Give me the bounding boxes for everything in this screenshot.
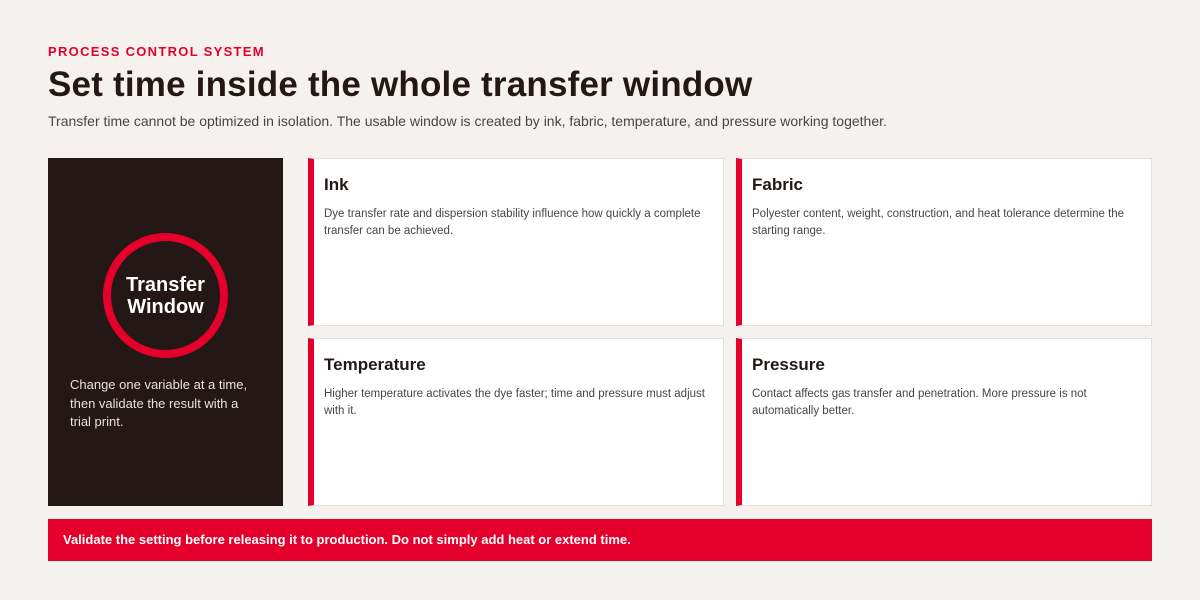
card-ink (308, 158, 724, 326)
transfer-window-ring (103, 233, 228, 358)
page-title: Set time inside the whole transfer window (48, 65, 753, 104)
card-body: Contact affects gas transfer and penetration. More pressure is not automatically better. (752, 388, 1087, 417)
transfer-window-label-line2: Window (127, 295, 204, 318)
page-subtitle: Transfer time cannot be optimized in isolation. The usable window is created by ink, fabric, temperature, and pressure working together. (48, 113, 887, 129)
validation-banner (48, 519, 1152, 561)
validation-banner-text: Validate the setting before releasing it to production. Do not simply add heat or extend time. (63, 532, 631, 547)
side-panel-note: Change one variable at a time, then validate the result with a trial print. (70, 377, 248, 429)
card-body: Higher temperature activates the dye faster; time and pressure must adjust with it. (324, 388, 705, 417)
card-title: Temperature (324, 355, 426, 374)
card-title: Ink (324, 175, 349, 194)
transfer-window-panel (48, 158, 283, 506)
card-title: Pressure (752, 355, 825, 374)
card-pressure (736, 338, 1152, 506)
transfer-window-label (126, 274, 205, 318)
card-temperature (308, 338, 724, 506)
card-fabric (736, 158, 1152, 326)
card-title: Fabric (752, 175, 804, 194)
transfer-window-label-line1: Transfer (126, 273, 205, 296)
eyebrow-label: PROCESS CONTROL SYSTEM (48, 44, 265, 59)
card-body: Dye transfer rate and dispersion stability influence how quickly a complete transfer can be achieved. (324, 208, 701, 237)
card-body: Polyester content, weight, construction, and heat tolerance determine the starting range. (752, 208, 1125, 237)
